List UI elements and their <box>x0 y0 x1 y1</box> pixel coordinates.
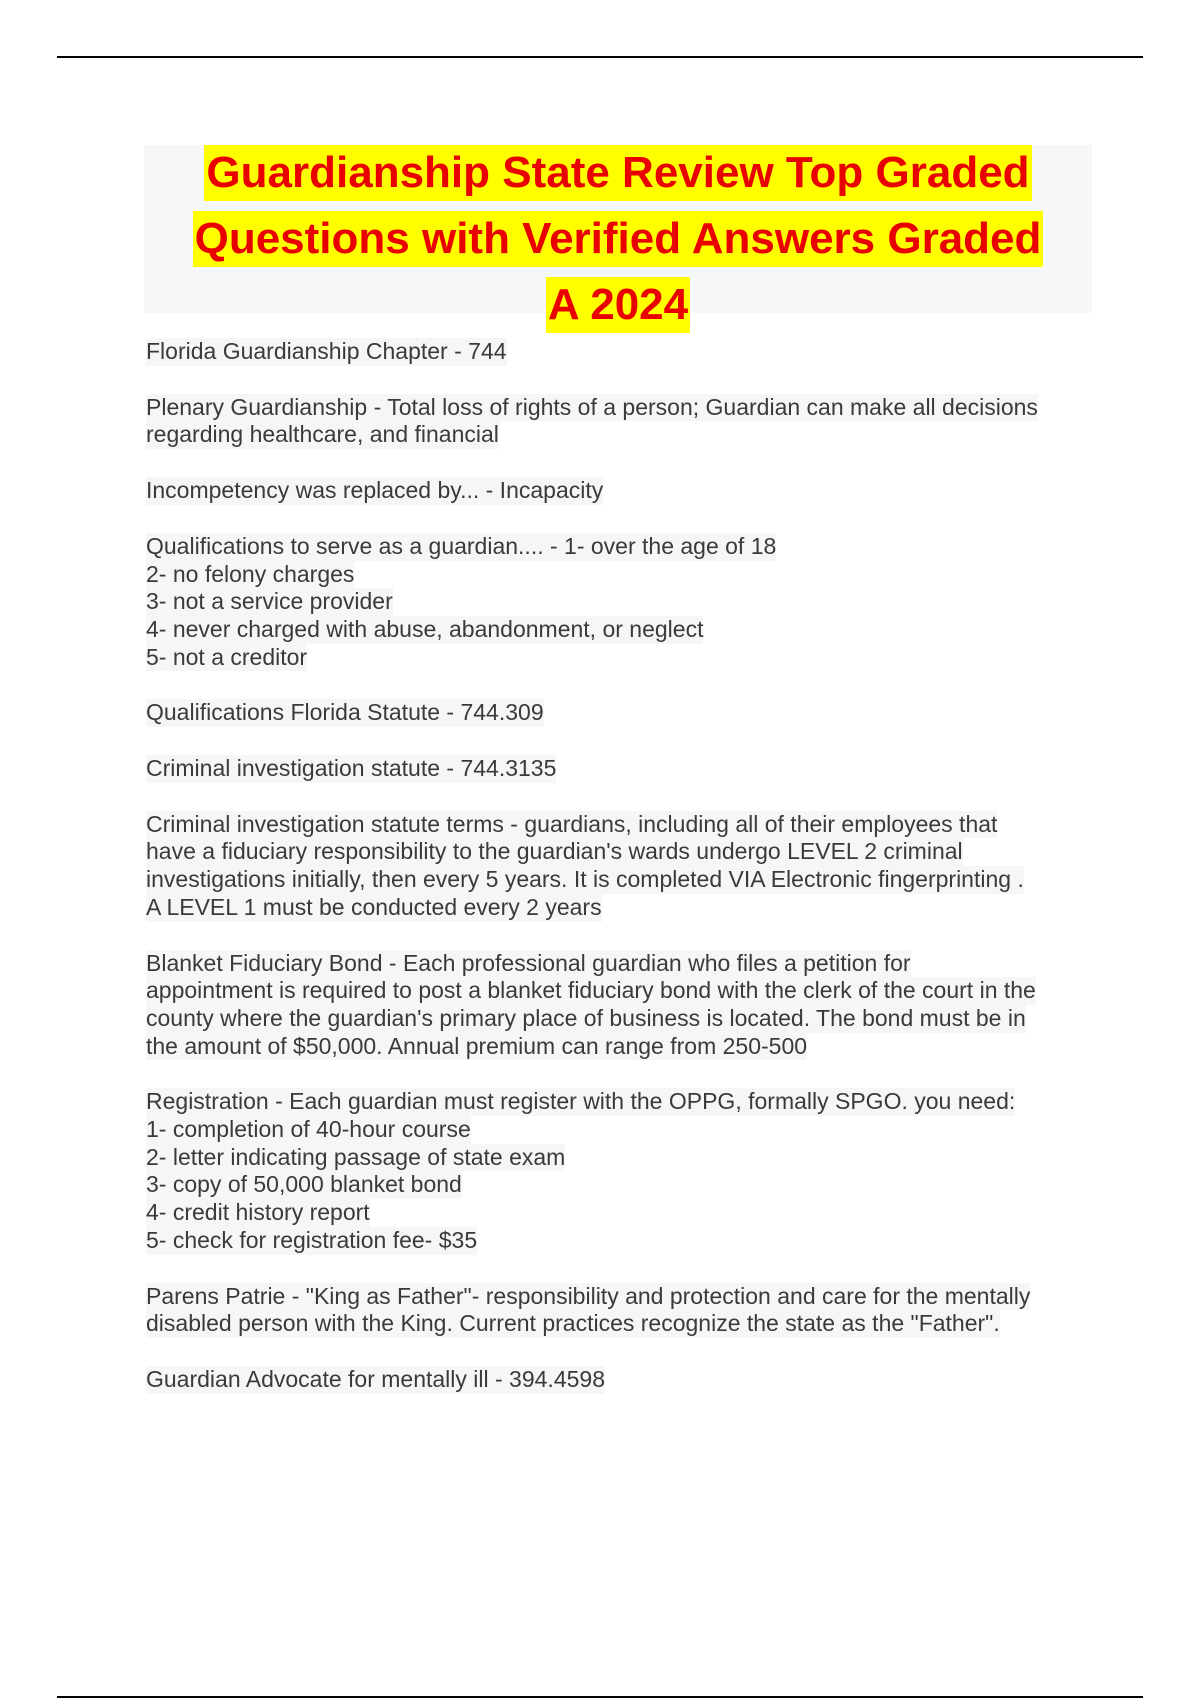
qa-entry-guardian-advocate <box>146 1366 1096 1394</box>
qa-line: regarding healthcare, and financial <box>146 421 499 448</box>
document-title <box>144 145 1092 329</box>
qa-entry-criminal-terms <box>146 811 1096 922</box>
title-line: A 2024 <box>546 277 690 333</box>
qa-line: disabled person with the King. Current practices recognize the state as the "Father". <box>146 1310 1000 1337</box>
qa-line: investigations initially, then every 5 years. It is completed VIA Electronic fingerprinting . <box>146 866 1024 893</box>
qa-line: 1- completion of 40-hour course <box>146 1116 471 1143</box>
qa-line: 5- check for registration fee- $35 <box>146 1226 478 1253</box>
qa-entry-incompetency <box>146 477 1096 505</box>
qa-entry-bond <box>146 950 1096 1061</box>
qa-line: have a fiduciary responsibility to the guardian's wards undergo LEVEL 2 criminal <box>146 838 963 865</box>
qa-line: county where the guardian's primary place of business is located. The bond must be in <box>146 1004 1026 1031</box>
qa-line: Qualifications Florida Statute - 744.309 <box>146 699 544 726</box>
qa-line: Plenary Guardianship - Total loss of rights of a person; Guardian can make all decisions <box>146 393 1038 420</box>
qa-entry-parens-patrie <box>146 1283 1096 1338</box>
qa-line: 3- copy of 50,000 blanket bond <box>146 1171 462 1198</box>
qa-line: 5- not a creditor <box>146 643 308 670</box>
qa-entry-plenary <box>146 394 1096 449</box>
qa-line: Florida Guardianship Chapter - 744 <box>146 338 507 364</box>
title-line: Guardianship State Review Top Graded <box>204 145 1031 201</box>
qa-list <box>146 338 1096 1422</box>
qa-line: Criminal investigation statute terms - guardians, including all of their employees that <box>146 810 998 837</box>
qa-line: the amount of $50,000. Annual premium can range from 250-500 <box>146 1032 808 1059</box>
qa-line: Criminal investigation statute - 744.3135 <box>146 755 557 782</box>
top-rule <box>57 56 1143 58</box>
qa-line: Qualifications to serve as a guardian.... - 1- over the age of 18 <box>146 532 777 559</box>
qa-entry-qualifications-statute <box>146 699 1096 727</box>
qa-line: 4- never charged with abuse, abandonment, or neglect <box>146 615 704 642</box>
qa-entry-qualifications <box>146 533 1096 672</box>
qa-entry-registration <box>146 1088 1096 1254</box>
qa-line: 3- not a service provider <box>146 588 393 615</box>
qa-line: 4- credit history report <box>146 1199 370 1226</box>
qa-line: Guardian Advocate for mentally ill - 394.4598 <box>146 1365 605 1392</box>
qa-line: 2- letter indicating passage of state exam <box>146 1143 566 1170</box>
qa-entry-chapter <box>146 338 1096 366</box>
qa-line: Parens Patrie - "King as Father"- responsibility and protection and care for the mentally <box>146 1282 1031 1309</box>
title-line: Questions with Verified Answers Graded <box>193 211 1044 267</box>
bottom-rule <box>57 1696 1143 1698</box>
qa-line: Incompetency was replaced by... - Incapacity <box>146 477 604 504</box>
qa-line: Registration - Each guardian must register with the OPPG, formally SPGO. you need: <box>146 1088 1016 1115</box>
qa-line: appointment is required to post a blanket fiduciary bond with the clerk of the court in the <box>146 977 1036 1004</box>
qa-line: A LEVEL 1 must be conducted every 2 years <box>146 893 602 920</box>
qa-entry-criminal-statute <box>146 755 1096 783</box>
qa-line: Blanket Fiduciary Bond - Each professional guardian who files a petition for <box>146 949 911 976</box>
qa-line: 2- no felony charges <box>146 560 355 587</box>
